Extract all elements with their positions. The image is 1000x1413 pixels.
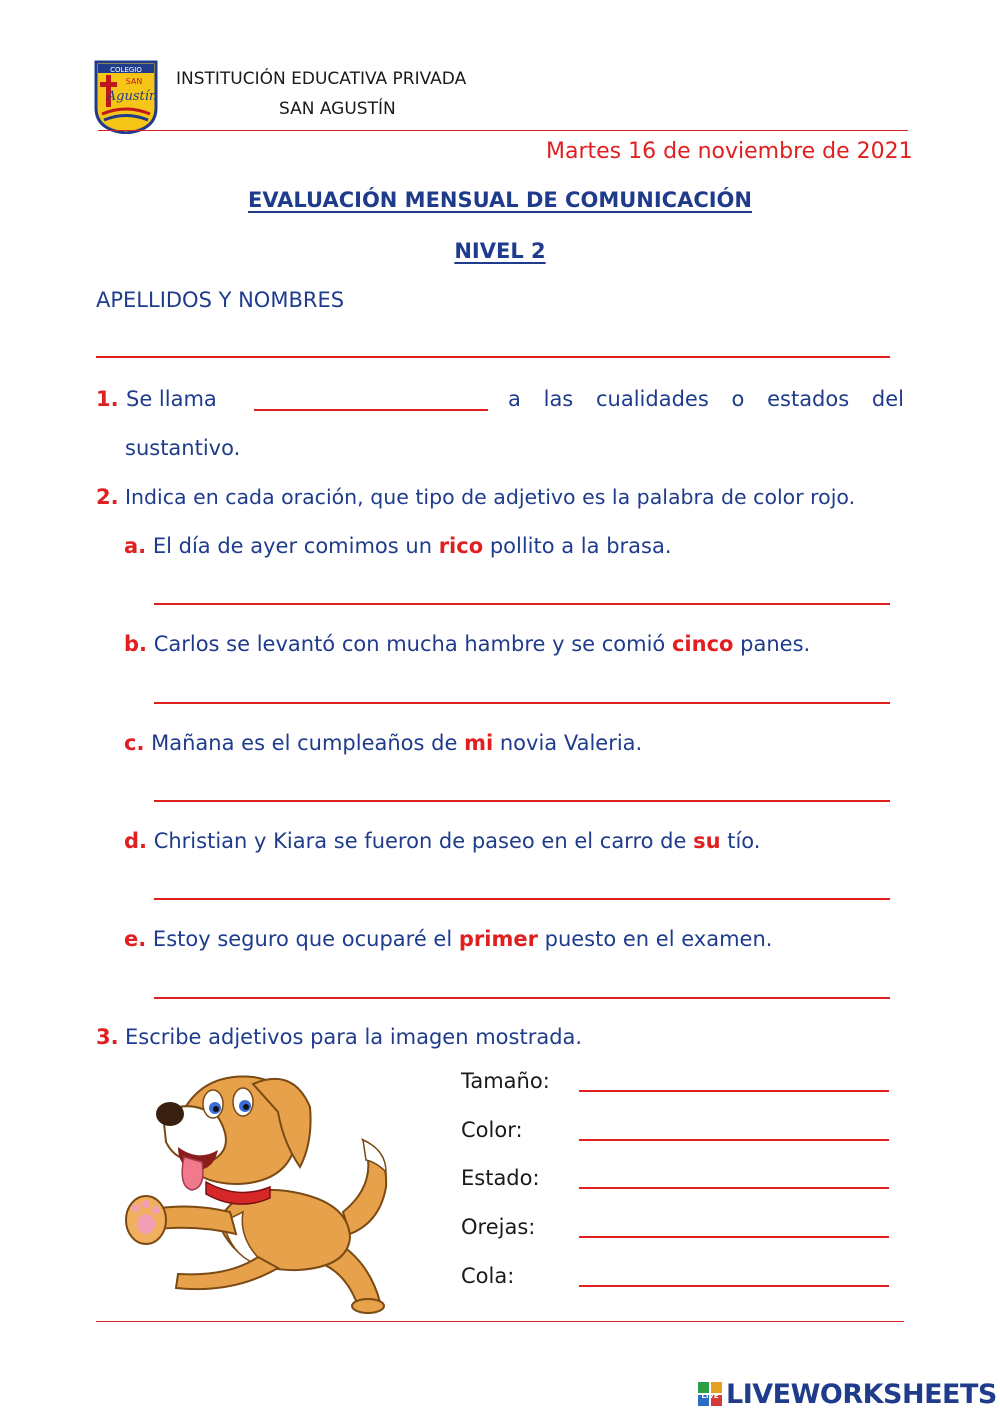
q1-number: 1.	[96, 387, 119, 411]
q3-number: 3.	[96, 1025, 119, 1049]
q1-answer-input[interactable]	[256, 379, 490, 411]
header-divider	[98, 130, 908, 131]
q1-text-before: Se llama	[126, 387, 217, 411]
q1-text-line2: sustantivo.	[125, 436, 241, 460]
q2-item-highlight: su	[693, 829, 721, 853]
q2-item-d	[124, 829, 760, 853]
liveworksheets-text: LIVEWORKSHEETS	[726, 1378, 997, 1410]
q2-item-text: Mañana es el cumpleaños de	[151, 731, 458, 755]
q2-answer-input-e[interactable]	[158, 965, 890, 997]
q3-input-cola[interactable]	[582, 1255, 890, 1287]
exam-level: NIVEL 2	[454, 239, 546, 263]
q2-item-text: Christian y Kiara se fueron de paseo en el carro de	[153, 829, 687, 853]
q2-answer-line	[154, 800, 890, 802]
q2-item-text: panes.	[740, 632, 811, 656]
q2-item-highlight: rico	[438, 534, 484, 558]
q2-number: 2.	[96, 485, 119, 509]
logo-mid-text: SAN	[125, 77, 143, 86]
q2-item-a	[124, 534, 672, 558]
q2-prompt: Indica en cada oración, que tipo de adjetivo es la palabra de color rojo.	[125, 485, 856, 509]
q2-item-text: Estoy seguro que ocuparé el	[152, 927, 453, 951]
q2-item-letter: c.	[124, 731, 145, 755]
name-line	[96, 356, 890, 358]
logo-top-text: COLEGIO	[110, 66, 142, 74]
q3-prompt: Escribe adjetivos para la imagen mostrada.	[125, 1025, 583, 1049]
q3-field-label: Estado:	[461, 1166, 540, 1190]
q2-item-letter: d.	[124, 829, 148, 853]
q2-item-highlight: primer	[458, 927, 538, 951]
logo-badge-text: LIVE	[701, 1392, 719, 1400]
q2-answer-input-d[interactable]	[158, 866, 890, 898]
name-label: APELLIDOS Y NOMBRES	[96, 288, 345, 312]
q2-answer-line	[154, 702, 890, 704]
q2-item-text: El día de ayer comimos un	[152, 534, 433, 558]
q2-answer-line	[154, 898, 890, 900]
q3-input-estado[interactable]	[582, 1157, 890, 1189]
q2-item-letter: b.	[124, 632, 148, 656]
q2-answer-line	[154, 997, 890, 999]
q2-item-letter: a.	[124, 534, 147, 558]
q2-item-letter: e.	[124, 927, 147, 951]
institution-subname: SAN AGUSTÍN	[279, 99, 396, 119]
institution-name: INSTITUCIÓN EDUCATIVA PRIVADA	[176, 69, 467, 89]
q2-item-text: tío.	[727, 829, 761, 853]
q3-field-label: Cola:	[461, 1264, 515, 1288]
q2-item-c	[124, 731, 642, 755]
liveworksheets-watermark[interactable]	[698, 1378, 997, 1410]
q2-item-highlight: mi	[464, 731, 494, 755]
q3-input-orejas[interactable]	[582, 1206, 890, 1238]
q2-item-b	[124, 632, 810, 656]
q3-field-label: Color:	[461, 1118, 523, 1142]
liveworksheets-logo-icon	[698, 1382, 722, 1406]
school-logo	[94, 58, 158, 134]
dog-illustration	[118, 1062, 418, 1320]
q2-answer-input-c[interactable]	[158, 768, 890, 800]
q2-item-text: puesto en el examen.	[544, 927, 773, 951]
exam-date: Martes 16 de noviembre de 2021	[546, 139, 913, 164]
q2-item-text: Carlos se levantó con mucha hambre y se comió	[153, 632, 666, 656]
q3-field-label: Tamaño:	[461, 1069, 550, 1093]
q2-item-highlight: cinco	[671, 632, 734, 656]
q1-text-after: a las cualidades o estados del	[508, 387, 904, 411]
q2-item-text: pollito a la brasa.	[489, 534, 672, 558]
footer-divider	[96, 1321, 904, 1322]
q2-item-e	[124, 927, 772, 951]
name-input[interactable]	[100, 324, 890, 356]
q2-item-text: novia Valeria.	[499, 731, 643, 755]
q3-input-color[interactable]	[582, 1109, 890, 1141]
q2-answer-line	[154, 603, 890, 605]
q2-answer-input-a[interactable]	[158, 571, 890, 603]
q3-field-label: Orejas:	[461, 1215, 536, 1239]
logo-script-text: Agustín	[106, 89, 158, 104]
q2-answer-input-b[interactable]	[158, 670, 890, 702]
exam-title: EVALUACIÓN MENSUAL DE COMUNICACIÓN	[248, 188, 752, 212]
q3-input-tamano[interactable]	[582, 1060, 890, 1092]
